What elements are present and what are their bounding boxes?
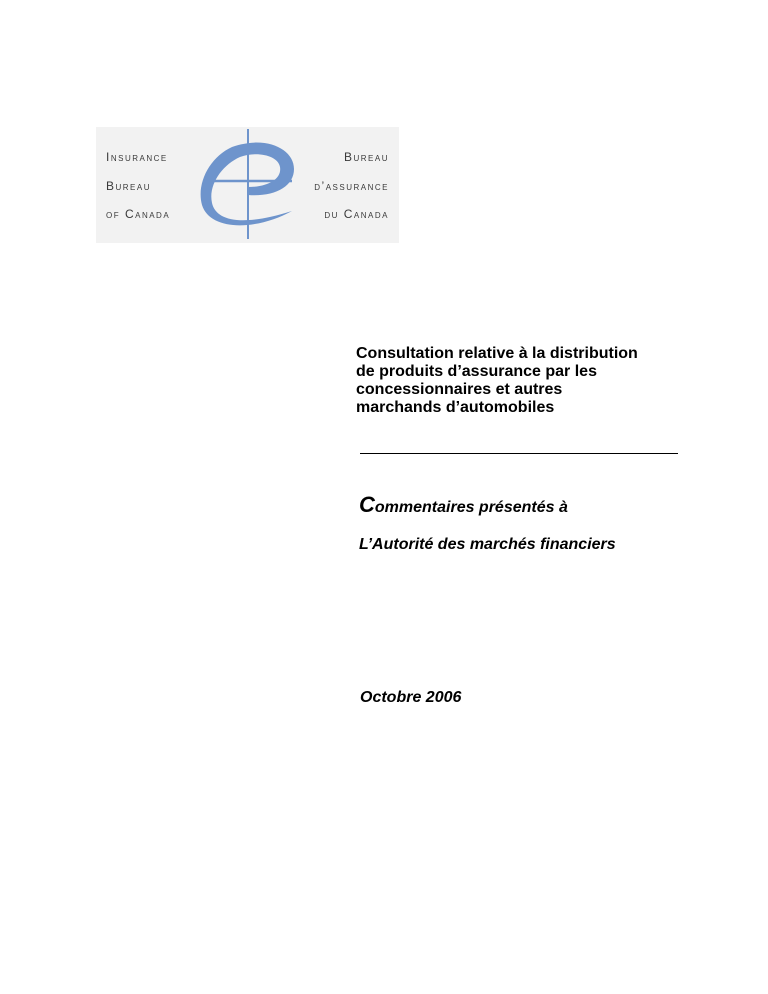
comments-heading xyxy=(359,492,568,518)
logo-text-du-canada: du Canada xyxy=(324,207,389,221)
title-line-1: Consultation relative à la distribution xyxy=(356,345,638,362)
title-line-4: marchands d’automobiles xyxy=(356,399,555,416)
document-title xyxy=(356,345,686,417)
logo-text-bureau-fr: Bureau xyxy=(343,150,389,164)
company-logo xyxy=(96,127,399,243)
logo-text-insurance: Insurance xyxy=(106,150,168,164)
horizontal-divider xyxy=(360,453,678,454)
title-line-3: concessionnaires et autres xyxy=(356,381,563,398)
document-date: Octobre 2006 xyxy=(360,689,462,706)
ibc-swirl-logo-icon xyxy=(196,127,300,243)
recipient-authority: L’Autorité des marchés financiers xyxy=(359,536,616,553)
comments-heading-initial: C xyxy=(359,492,375,517)
comments-heading-rest: ommentaires présentés à xyxy=(374,499,568,516)
logo-text-dassurance: d’assurance xyxy=(314,179,389,193)
logo-text-of-canada: of Canada xyxy=(106,207,171,221)
title-line-2: de produits d’assurance par les xyxy=(356,363,597,380)
logo-text-bureau: Bureau xyxy=(106,179,152,193)
